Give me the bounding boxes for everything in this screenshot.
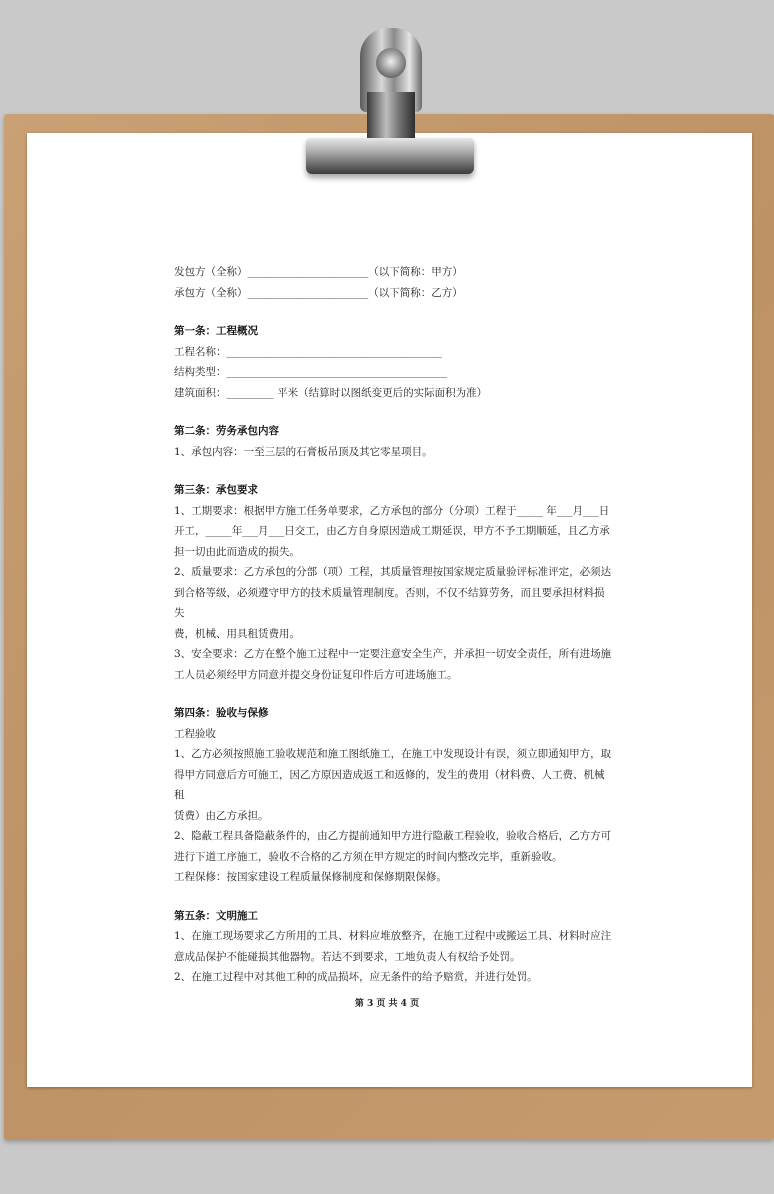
contract-line: 得甲方同意后方可施工，因乙方原因造成返工和返修的，发生的费用（材料费、人工费、机械租 [174, 768, 605, 801]
contract-line: 承包方（全称）_______________________（以下简称：乙方） [174, 286, 463, 299]
binder-clip-neck [367, 92, 415, 140]
contract-line: 到合格等级，必须遵守甲方的技术质量管理制度。否则，不仅不结算劳务，而且要承担材料损失 [174, 586, 605, 619]
contract-line: 意成品保护不能碰损其他器物。若达不到要求，工地负责人有权给予处罚。 [174, 950, 521, 963]
contract-text [174, 262, 614, 988]
contract-line: 赁费）由乙方承担。 [174, 809, 269, 822]
contract-line: 工程验收 [174, 727, 216, 740]
section-heading: 第五条：文明施工 [174, 909, 258, 922]
contract-line: 1、在施工现场要求乙方所用的工具、材料应堆放整齐，在施工过程中或搬运工具、材料时应注 [174, 930, 612, 942]
contract-line: 2、在施工过程中对其他工种的成品损坏，应无条件的给予赔赏，并进行处罚。 [174, 971, 538, 983]
contract-line: 发包方（全称）_______________________（以下简称：甲方） [174, 266, 463, 278]
section-heading: 第一条：工程概况 [174, 325, 258, 337]
binder-clip-plate [306, 138, 474, 174]
section-heading: 第三条：承包要求 [174, 484, 258, 496]
contract-line: 费，机械、用具租赁费用。 [174, 627, 300, 640]
contract-line: 结构类型：__________________________________________ [174, 366, 447, 378]
contract-line: 工程名称：_________________________________________ [174, 345, 442, 358]
contract-line: 担一切由此而造成的损失。 [174, 545, 300, 558]
section-heading: 第四条：验收与保修 [174, 707, 269, 719]
contract-line: 3、安全要求：乙方在整个施工过程中一定要注意安全生产，并承担一切安全责任，所有进场施 [174, 648, 612, 660]
contract-line: 工程保修：按国家建设工程质量保修制度和保修期限保修。 [174, 871, 447, 883]
contract-line: 1、工期要求：根据甲方施工任务单要求，乙方承包的部分（分项）工程于_____ 年___月___日 [174, 504, 610, 517]
contract-line: 2、质量要求：乙方承包的分部（项）工程，其质量管理按国家规定质量验评标准评定，必须达 [174, 566, 612, 578]
contract-line: 开工，_____年___月___日交工，由乙方自身原因造成工期延误，甲方不予工期顺延，且乙方承 [174, 525, 610, 537]
contract-line: 2、隐蔽工程具备隐蔽条件的，由乙方提前通知甲方进行隐蔽工程验收，验收合格后，乙方方可 [174, 830, 612, 842]
section-heading: 第二条：劳务承包内容 [174, 425, 279, 437]
contract-line: 1、乙方必须按照施工验收规范和施工图纸施工，在施工中发现设计有误，须立即通知甲方，取 [174, 748, 612, 760]
page-number: 第 3 页 共 4 页 [354, 999, 420, 1009]
contract-line: 1、承包内容：一至三层的石膏板吊顶及其它零星项目。 [174, 445, 433, 458]
binder-clip-hole [376, 48, 406, 78]
contract-line: 工人员必须经甲方同意并提交身份证复印件后方可进场施工。 [174, 668, 458, 681]
contract-line: 进行下道工序施工，验收不合格的乙方须在甲方规定的时间内整改完毕，重新验收。 [174, 850, 563, 863]
contract-line: 建筑面积：_________ 平米（结算时以图纸变更后的实际面积为准） [174, 386, 488, 399]
